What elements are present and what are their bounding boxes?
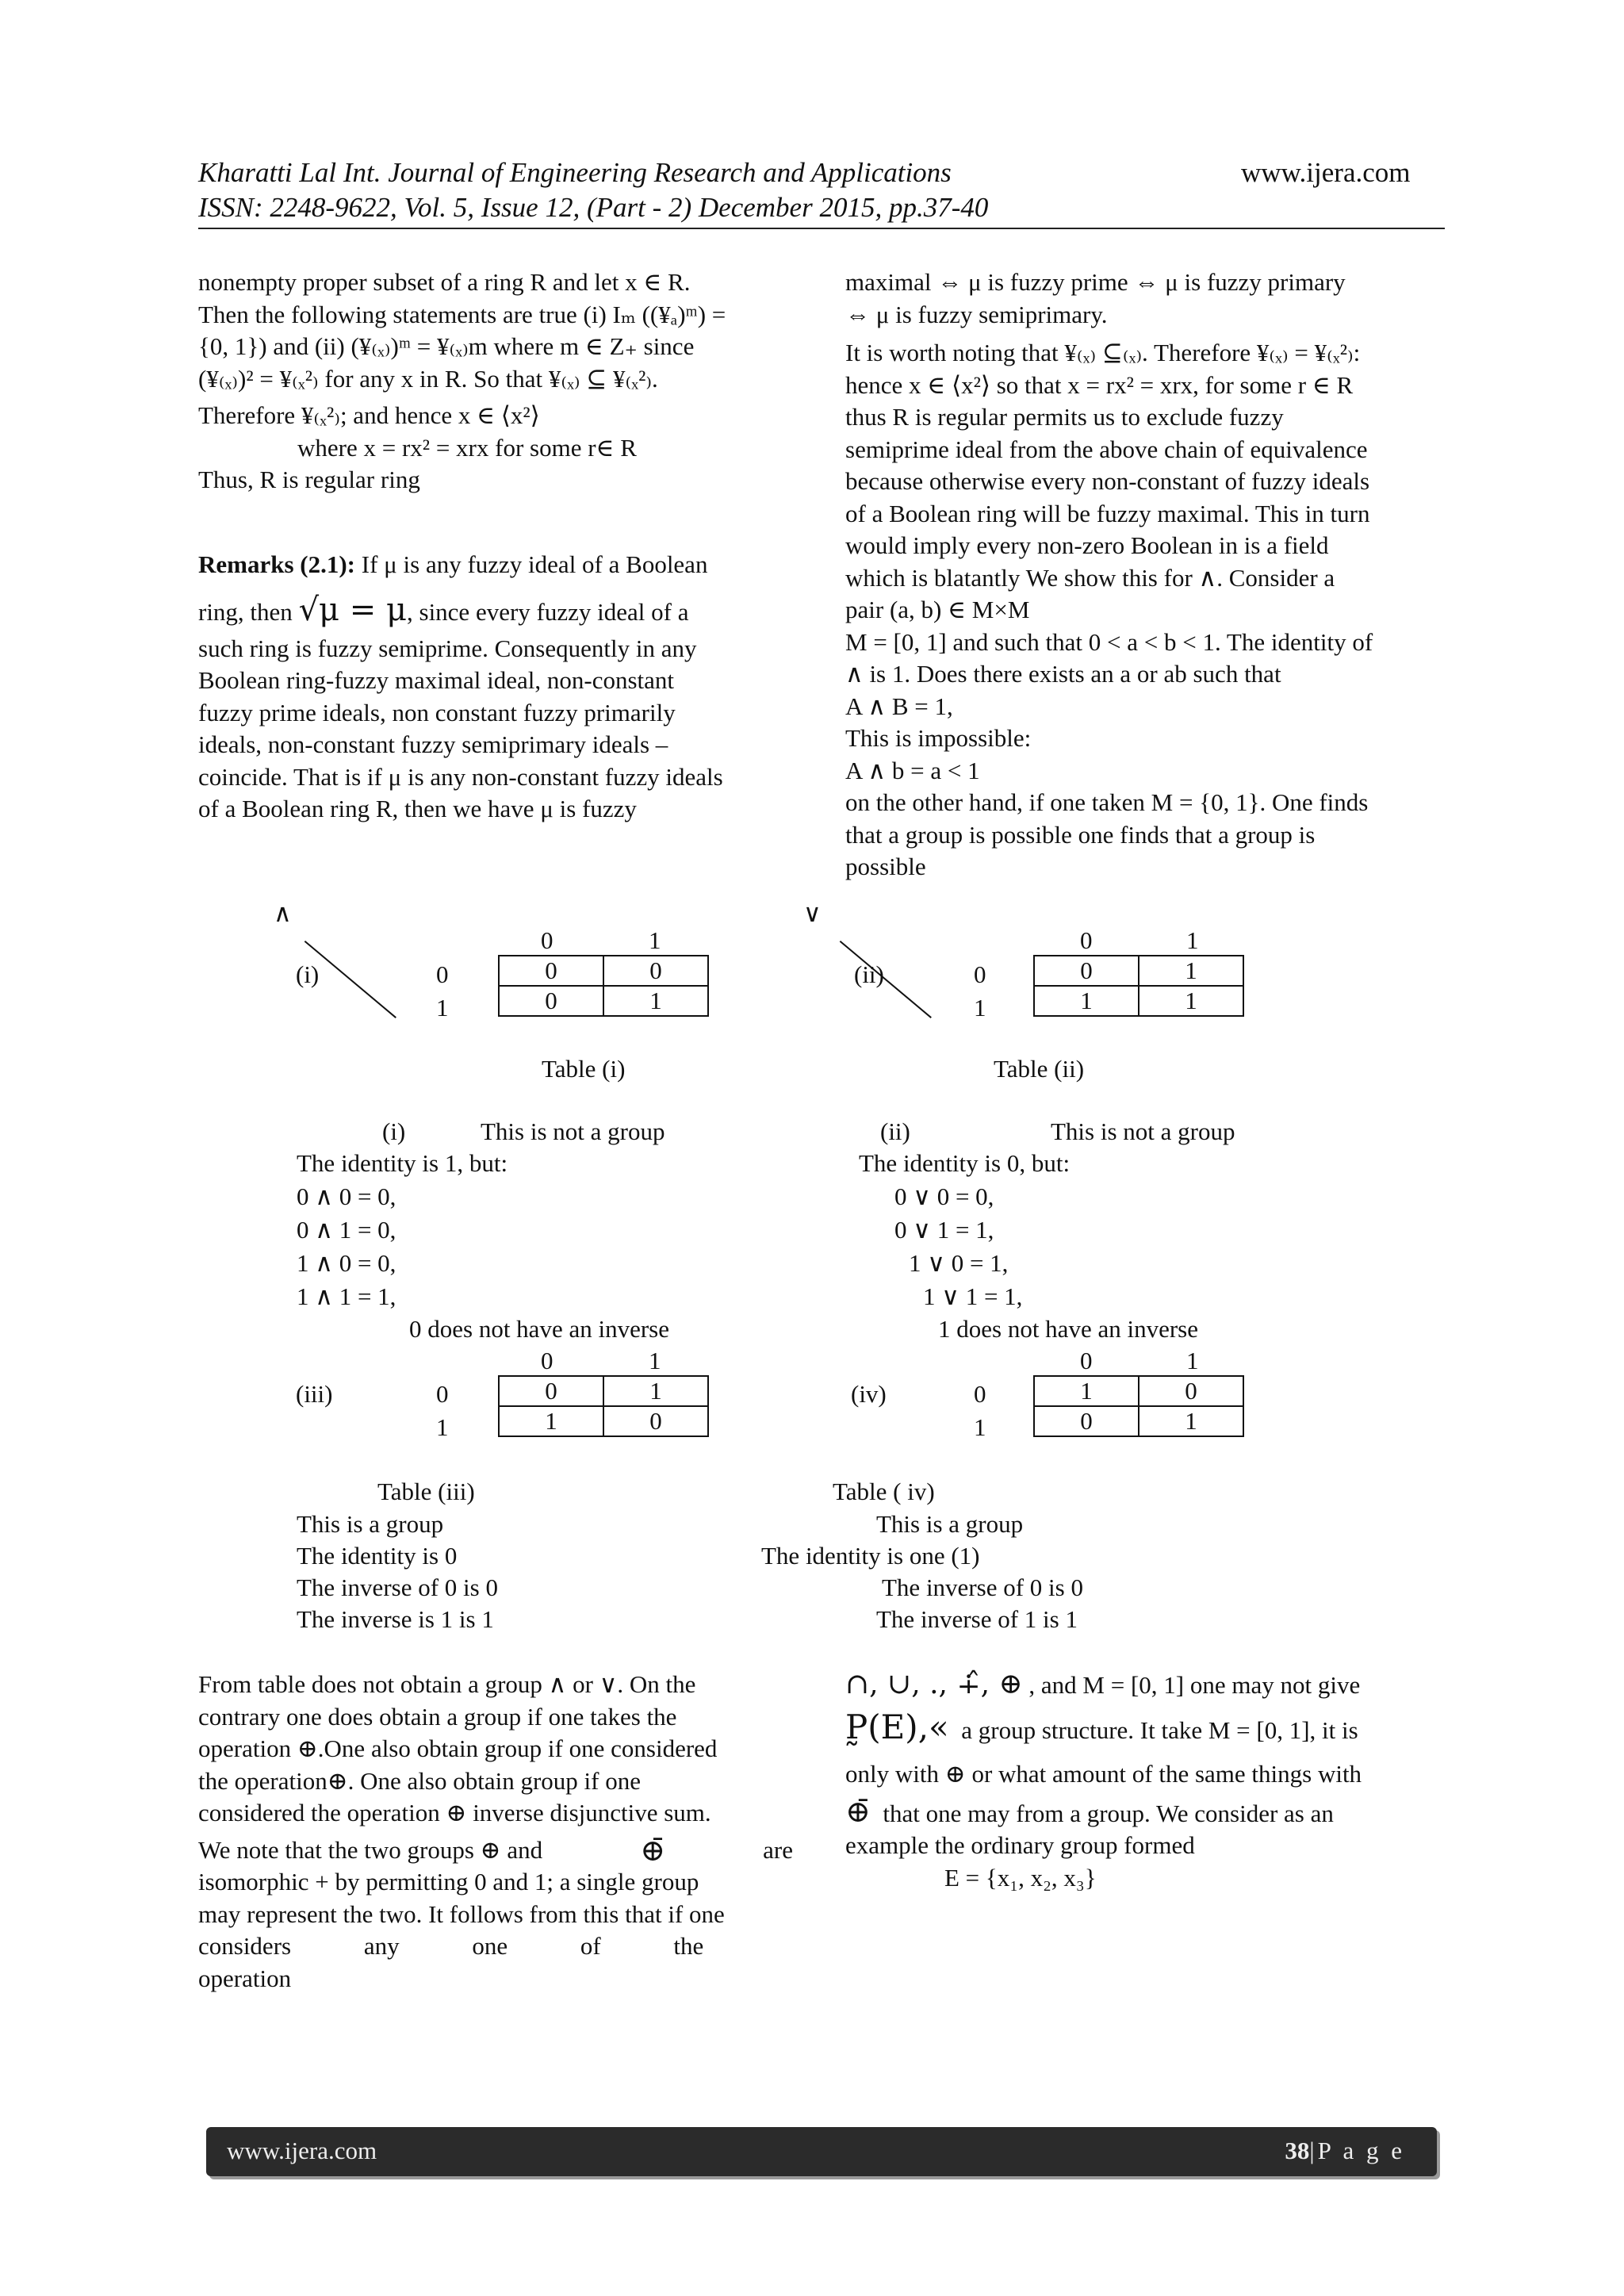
and-operator-symbol: ∧: [274, 899, 292, 928]
table-cell: 1: [1139, 956, 1243, 986]
table-cell: 0: [499, 1376, 603, 1406]
text-line: fuzzy prime ideals, non constant fuzzy primarily: [198, 698, 676, 726]
remarks-block: [198, 549, 793, 826]
text-line: ∧ is 1. Does there exists an a or ab such that: [845, 660, 1281, 688]
note-equation: 0 ∧ 0 = 0,: [297, 1182, 396, 1210]
row-head: 0: [974, 1380, 986, 1408]
text-line: of a Boolean ring R, then we have μ is fuzzy: [198, 795, 637, 822]
right-column-bottom: [845, 1665, 1443, 1894]
col-head: 0: [1080, 926, 1093, 954]
col-head: 0: [1080, 1347, 1093, 1374]
table-label: (i): [296, 960, 320, 988]
text-line: are: [763, 1835, 793, 1864]
text-line: We note that the two groups ⊕ and: [198, 1835, 543, 1864]
table-label: (iv): [851, 1380, 887, 1408]
page-footer: [206, 2127, 1437, 2176]
text-line: ring, then: [198, 597, 293, 626]
note-inverse: 0 does not have an inverse: [409, 1315, 669, 1343]
power-set-symbol: P̰(E),«: [845, 1708, 949, 1746]
text-line: on the other hand, if one taken M = {0, 1}. One finds: [845, 788, 1369, 816]
text-line: possible: [845, 853, 926, 880]
text-line: example the ordinary group formed: [845, 1831, 1195, 1859]
text-line: A ∧ b = a < 1: [845, 756, 980, 784]
table-cell: 0: [603, 956, 708, 986]
table-cell: 1: [1139, 1406, 1243, 1436]
table-cell: 1: [1034, 986, 1139, 1016]
table-cell: 0: [603, 1406, 708, 1436]
text-line: only with ⊕ or what amount of the same things with: [845, 1760, 1362, 1788]
text-line: From table does not obtain a group ∧ or ∨. On the: [198, 1670, 696, 1698]
text-line: coincide. That is if μ is any non-constant fuzzy ideals: [198, 762, 723, 791]
remarks-heading: Remarks (2.1):: [198, 550, 356, 578]
note-number: (i): [382, 1117, 406, 1145]
text-line: Thus, R is regular ring: [198, 466, 420, 493]
text-line: operation ⊕.One also obtain group if one considered: [198, 1734, 718, 1762]
text-line: Then the following statements are true (i) Iₘ ((¥ₐ)ᵐ) =: [198, 300, 726, 328]
text-line: ⇔ μ is fuzzy semiprimary.: [845, 300, 1108, 328]
note-number: (ii): [880, 1117, 910, 1145]
text-line: It is worth noting that ¥₍ₓ₎ ⊆₍ₓ₎. Therefore ¥₍ₓ₎ = ¥₍ₓ²₎:: [845, 339, 1361, 366]
journal-title: Kharatti Lal Int. Journal of Engineering Research and Applications: [198, 157, 952, 188]
text-line: hence x ∈ ⟨x²⟩ so that x = rx² = xrx, for some r ∈ R: [845, 370, 1354, 399]
text-line: This is impossible:: [845, 724, 1032, 752]
table-cell: 1: [499, 1406, 603, 1436]
text-line: M = [0, 1] and such that 0 < a < b < 1. The identity of: [845, 627, 1373, 656]
left-column-bottom: [198, 1669, 793, 1995]
note-identity: The identity is 0: [297, 1542, 458, 1570]
truth-table-and: [498, 955, 709, 1017]
text-line: If μ is any fuzzy ideal of a Boolean: [355, 550, 708, 578]
text-line: semiprime ideal from the above chain of equivalence: [845, 435, 1368, 463]
text-line: such ring is fuzzy semiprime. Consequently in any: [198, 634, 697, 662]
right-column-top: [845, 266, 1443, 884]
text-line: Therefore ¥₍ₓ²₎; and hence x ∈ ⟨x²⟩: [198, 401, 540, 429]
row-head: 0: [974, 960, 986, 988]
sqrt-mu-formula: √μ = μ: [298, 591, 407, 628]
text-line: isomorphic + by permitting 0 and 1; a single group: [198, 1868, 699, 1895]
col-head: 0: [541, 926, 553, 954]
text-line: the operation⊕. One also obtain group if one: [198, 1766, 641, 1795]
note-identity: The identity is one (1): [761, 1542, 980, 1570]
text-line: ideals, non-constant fuzzy semiprimary ideals –: [198, 730, 668, 758]
text-line: maximal ⇔ μ is fuzzy prime ⇔ μ is fuzzy primary: [845, 268, 1346, 296]
table-label: (ii): [854, 960, 884, 988]
table-cell: 0: [499, 956, 603, 986]
note-equation: 1 ∨ 0 = 1,: [909, 1249, 1009, 1277]
note-equation: 1 ∧ 1 = 1,: [297, 1282, 396, 1310]
row-head: 0: [436, 960, 449, 988]
row-head: 1: [436, 994, 449, 1022]
text-line: contrary one does obtain a group if one takes the: [198, 1702, 677, 1731]
text-line: that one may from a group. We consider as an: [883, 1799, 1334, 1827]
table-cell: 0: [1139, 1376, 1243, 1406]
oplus-bar-symbol: ⊕̄: [640, 1832, 666, 1868]
text-line: which is blatantly We show this for ∧. Consider a: [845, 563, 1335, 592]
col-head: 1: [649, 926, 661, 954]
note-inverse: The inverse is 1 is 1: [297, 1605, 494, 1633]
text-line: may represent the two. It follows from this that if one: [198, 1899, 725, 1928]
text-line: nonempty proper subset of a ring R and let x ∈ R.: [198, 268, 691, 296]
table-cell: 0: [1034, 1406, 1139, 1436]
text-line: where x = rx² = xrx for some r∈ R: [297, 433, 637, 462]
text-line: A ∧ B = 1,: [845, 692, 953, 720]
table-cell: 0: [1034, 956, 1139, 986]
table-caption: Table (iii): [377, 1478, 475, 1505]
table-cell: 1: [603, 986, 708, 1016]
col-head: 1: [1186, 1347, 1199, 1374]
table-caption: Table ( iv): [833, 1478, 935, 1505]
table-caption: Table (ii): [994, 1055, 1085, 1083]
note-equation: 0 ∧ 1 = 0,: [297, 1216, 396, 1244]
or-operator-symbol: ∨: [803, 899, 822, 928]
table-cell: 1: [1139, 986, 1243, 1016]
text-line: would imply every non-zero Boolean in is a field: [845, 531, 1329, 559]
text-line: considers any one of the operation: [198, 1932, 704, 1992]
row-head: 0: [436, 1380, 449, 1408]
set-operators: ∩, ∪, ., ∔̂, ⊕: [845, 1668, 1023, 1700]
table-cell: 1: [603, 1376, 708, 1406]
note-title: This is not a group: [1051, 1117, 1235, 1145]
text-line: , and M = [0, 1] one may not give: [1028, 1671, 1361, 1699]
text-line: Boolean ring-fuzzy maximal ideal, non-constant: [198, 666, 675, 694]
row-head: 1: [974, 1413, 986, 1441]
note-equation: 1 ∧ 0 = 0,: [297, 1249, 396, 1277]
note-equation: 1 ∨ 1 = 1,: [923, 1282, 1023, 1310]
left-column-top: [198, 266, 793, 496]
note-inverse: The inverse of 1 is 1: [876, 1605, 1078, 1633]
note-equation: 0 ∨ 0 = 0,: [894, 1182, 994, 1210]
truth-table-or: [1033, 955, 1244, 1017]
note-identity: The identity is 0, but:: [859, 1149, 1071, 1177]
note-group: This is a group: [297, 1510, 444, 1538]
note-identity: The identity is 1, but:: [297, 1149, 508, 1177]
issn-line: ISSN: 2248-9622, Vol. 5, Issue 12, (Part - 2) December 2015, pp.37-40: [198, 192, 989, 223]
note-group: This is a group: [876, 1510, 1024, 1538]
col-head: 0: [541, 1347, 553, 1374]
text-line: of a Boolean ring will be fuzzy maximal. This in turn: [845, 499, 1370, 527]
table-label: (iii): [296, 1380, 333, 1408]
journal-website[interactable]: www.ijera.com: [1241, 157, 1411, 188]
col-head: 1: [1186, 926, 1199, 954]
text-line: that a group is possible one finds that a group is: [845, 820, 1316, 849]
row-head: 1: [974, 994, 986, 1022]
note-inverse: The inverse of 0 is 0: [297, 1573, 498, 1601]
oplus-bar-symbol: ⊕̄: [845, 1793, 871, 1829]
page-number: 38: [1285, 2137, 1310, 2164]
note-inverse: 1 does not have an inverse: [938, 1315, 1198, 1343]
note-title: This is not a group: [481, 1117, 665, 1145]
text-line: {0, 1}) and (ii) (¥₍ₓ₎)ᵐ = ¥₍ₓ₎m where m ∈ Z₊ since: [198, 332, 695, 360]
truth-table-xnor: [1033, 1375, 1244, 1437]
note-inverse: The inverse of 0 is 0: [882, 1573, 1083, 1601]
footer-page: [1285, 2137, 1405, 2165]
text-line: considered the operation ⊕ inverse disjunctive sum.: [198, 1799, 711, 1826]
text-line: thus R is regular permits us to exclude fuzzy: [845, 403, 1284, 431]
table-cell: 1: [1034, 1376, 1139, 1406]
col-head: 1: [649, 1347, 661, 1374]
row-head: 1: [436, 1413, 449, 1441]
text-line: , since every fuzzy ideal of a: [407, 597, 689, 626]
text-line: pair (a, b) ∈ M×M: [845, 596, 1030, 623]
text-line: because otherwise every non-constant of fuzzy ideals: [845, 467, 1370, 495]
text-line: E = {x₁, x₂, x₃}: [944, 1863, 1097, 1892]
note-equation: 0 ∨ 1 = 1,: [894, 1216, 994, 1244]
footer-website[interactable]: www.ijera.com: [227, 2137, 377, 2164]
truth-table-xor: [498, 1375, 709, 1437]
table-caption: Table (i): [542, 1055, 626, 1083]
text-line: (¥₍ₓ₎)² = ¥₍ₓ²₎ for any x in R. So that ¥₍ₓ₎ ⊆ ¥₍ₓ²₎.: [198, 364, 658, 393]
text-line: a group structure. It take M = [0, 1], it is: [961, 1716, 1358, 1744]
table-cell: 0: [499, 986, 603, 1016]
header-rule: [198, 228, 1445, 229]
page-label: |P a g e: [1309, 2137, 1405, 2164]
